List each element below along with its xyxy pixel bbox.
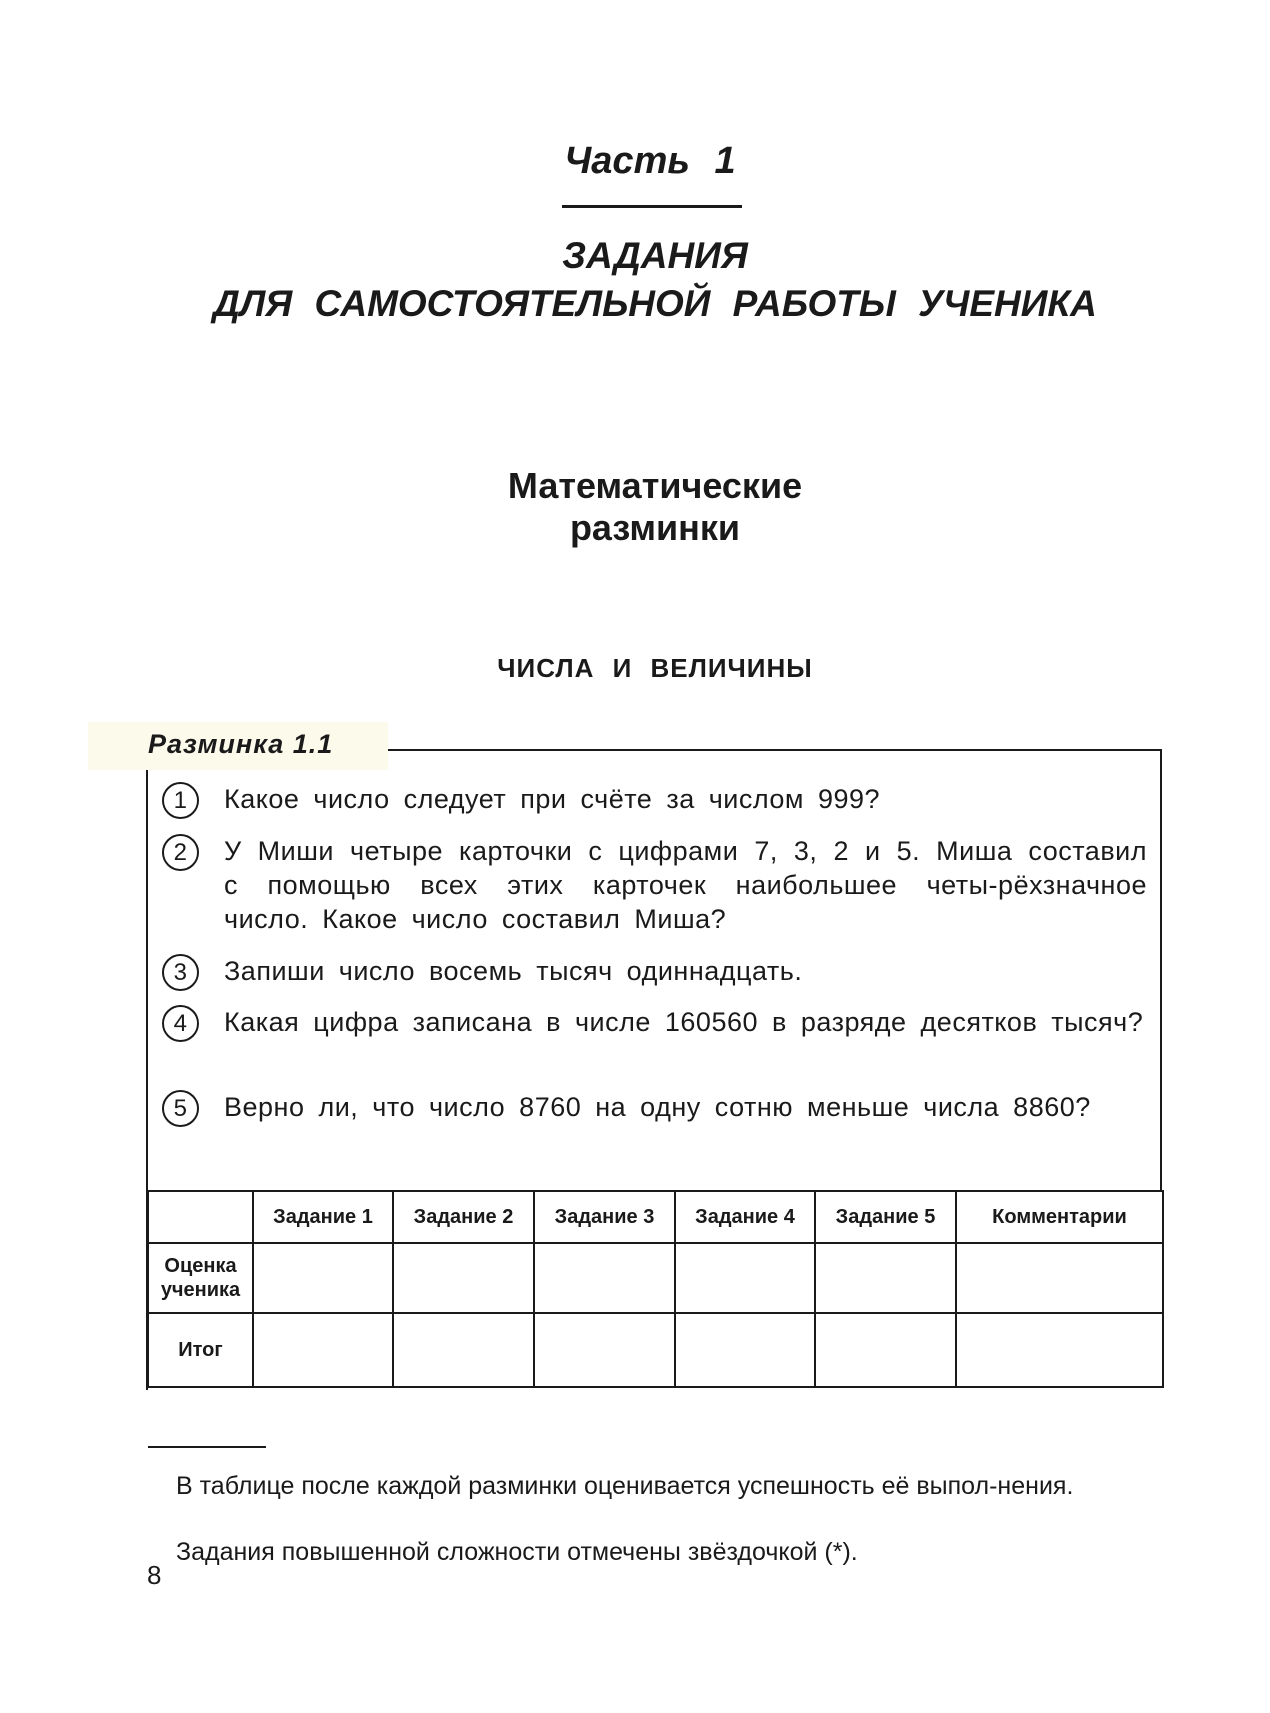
table-header-task-3: Задание 3 — [534, 1191, 675, 1243]
table-header-task-4: Задание 4 — [675, 1191, 815, 1243]
question-text-3: Запиши число восемь тысяч одиннадцать. — [224, 956, 803, 986]
row-label-line2: ученика — [160, 1279, 241, 1301]
question-number-3: 3 — [162, 954, 199, 991]
table-cell[interactable] — [956, 1313, 1163, 1387]
row-label-line1: Итог — [178, 1339, 223, 1361]
table-row — [148, 1243, 1163, 1313]
table-header-task-1: Задание 1 — [253, 1191, 393, 1243]
table-cell[interactable] — [393, 1313, 534, 1387]
section-heading — [0, 465, 1270, 549]
table-cell[interactable] — [534, 1313, 675, 1387]
section-heading-line1: Математические — [507, 465, 803, 506]
table-cell[interactable] — [956, 1243, 1163, 1313]
row-label-line1: Оценка — [164, 1255, 237, 1277]
part-title-rule — [562, 205, 742, 208]
warmup-frame-top — [388, 749, 1162, 751]
table-cell[interactable] — [675, 1313, 815, 1387]
table-header-task-2: Задание 2 — [393, 1191, 534, 1243]
footnote-rule — [148, 1446, 266, 1448]
question-number-2: 2 — [162, 834, 199, 871]
section-heading-line2: разминки — [569, 507, 741, 548]
table-header-comments: Комментарии — [956, 1191, 1163, 1243]
table-header-row — [148, 1191, 1163, 1243]
row-label-total — [148, 1313, 253, 1387]
tasks-heading — [0, 232, 1270, 328]
table-cell[interactable] — [675, 1243, 815, 1313]
table-cell[interactable] — [253, 1243, 393, 1313]
question-5 — [162, 1090, 1147, 1124]
question-text-4: Какая цифра записана в числе 160560 в разряде десятков тысяч? — [224, 1007, 1144, 1037]
row-label-student-score — [148, 1243, 253, 1313]
table-header-empty — [148, 1191, 253, 1243]
question-number-5: 5 — [162, 1090, 199, 1127]
question-text-1: Какое число следует при счёте за числом 999? — [224, 784, 881, 814]
warmup-frame-right — [1160, 749, 1162, 1190]
question-2 — [162, 834, 1147, 936]
question-text-5: Верно ли, что число 8760 на одну сотню меньше числа 8860? — [224, 1092, 1091, 1122]
tasks-heading-line2: ДЛЯ САМОСТОЯТЕЛЬНОЙ РАБОТЫ УЧЕНИКА — [213, 283, 1097, 324]
table-header-task-5: Задание 5 — [815, 1191, 956, 1243]
page-number: 8 — [147, 1560, 162, 1590]
table-cell[interactable] — [393, 1243, 534, 1313]
question-number-1: 1 — [162, 782, 199, 819]
evaluation-table — [147, 1190, 1164, 1388]
part-title: Часть 1 — [564, 140, 736, 182]
question-text-2: У Миши четыре карточки с цифрами 7, 3, 2 и 5. Миша составил с помощью всех этих карточек наибольшее четы-рёхзначное число. Какое число составил Миша? — [224, 836, 1147, 934]
footnote-paragraph-1: В таблице после каждой разминки оценивается успешность её выпол-нения. — [176, 1472, 1074, 1500]
topic-heading: ЧИСЛА И ВЕЛИЧИНЫ — [497, 653, 813, 683]
question-1 — [162, 782, 1147, 816]
table-cell[interactable] — [534, 1243, 675, 1313]
question-4 — [162, 1005, 1147, 1039]
question-3 — [162, 954, 1147, 988]
footnote-paragraph-2: Задания повышенной сложности отмечены звёздочкой (*). — [176, 1538, 858, 1566]
table-cell[interactable] — [815, 1313, 956, 1387]
table-cell[interactable] — [815, 1243, 956, 1313]
table-cell[interactable] — [253, 1313, 393, 1387]
table-row — [148, 1313, 1163, 1387]
tasks-heading-line1: ЗАДАНИЯ — [562, 235, 748, 276]
warmup-label: Разминка 1.1 — [148, 729, 334, 759]
question-number-4: 4 — [162, 1005, 199, 1042]
